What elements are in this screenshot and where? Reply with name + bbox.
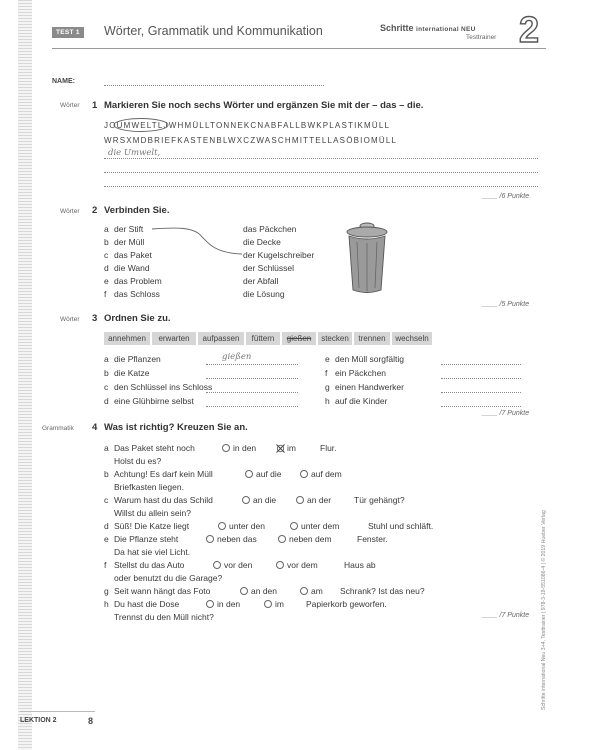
brand-title	[380, 23, 476, 33]
q2-right-item: der Kugelschreiber	[243, 250, 315, 260]
q1-example-answer: die Umwelt,	[108, 148, 161, 158]
q3-right-item: e den Müll sorgfältig	[325, 354, 404, 364]
q2-side-label: Wörter	[60, 208, 80, 215]
radio-icon	[213, 561, 221, 569]
q2-points: ____ /5 Punkte	[482, 301, 530, 308]
q4-side-label: Grammatik	[42, 425, 74, 432]
q4-option-a1[interactable]: in den	[222, 443, 256, 453]
q3-number: 3	[92, 313, 98, 324]
q3-answer-line-e[interactable]	[441, 364, 521, 365]
q1-points: ____ /6 Punkte	[482, 193, 530, 200]
radio-icon	[264, 600, 272, 608]
lesson-number: 2	[518, 9, 540, 50]
q1-letter-row-2: WRSXMDBRIEFKASTENBLWXCZWASCHMITTELLASÖBIOMÜLL	[104, 136, 398, 145]
q4-option-g1[interactable]: an den	[240, 586, 277, 596]
q3-word-box: trennen	[354, 332, 390, 345]
q3-word-box: annehmen	[104, 332, 150, 345]
q4-text-e: Fenster.	[357, 534, 388, 544]
copyright-note: Schritte international Neu 3+4, Testtrainer | 978-3-19-551086-4 | © 2019 Hueber Verlag	[541, 510, 547, 710]
radio-icon	[300, 470, 308, 478]
radio-icon	[290, 522, 298, 530]
q1-side-label: Wörter	[60, 102, 80, 109]
q4-cont-e: Da hat sie viel Licht.	[114, 547, 191, 557]
radio-icon	[276, 561, 284, 569]
q1-answer-line-3[interactable]	[104, 186, 538, 187]
q2-left-item: a der Stift	[104, 224, 144, 234]
q2-left-item: f das Schloss	[104, 289, 160, 299]
q4-cont-c: Willst du allein sein?	[114, 508, 192, 518]
q4-number: 4	[92, 422, 98, 433]
q3-word-box: stecken	[318, 332, 352, 345]
q4-option-a2[interactable]: im	[276, 443, 296, 453]
q4-text-h: Papierkorb geworfen.	[306, 599, 387, 609]
q3-word-box: erwarten	[152, 332, 196, 345]
q4-text-a: Flur.	[320, 443, 337, 453]
footer-rule	[20, 711, 95, 712]
q3-right-item: h auf die Kinder	[325, 396, 388, 406]
q2-right-item: das Päckchen	[243, 224, 297, 234]
crossed-radio-icon	[276, 444, 284, 452]
brand-small: international NEU	[416, 26, 476, 33]
q3-example-answer: gießen	[222, 352, 252, 362]
q3-right-item: g einen Handwerker	[325, 382, 404, 392]
q4-option-h2[interactable]: im	[264, 599, 284, 609]
q3-right-item: f ein Päckchen	[325, 368, 387, 378]
q3-answer-line-b[interactable]	[206, 378, 298, 379]
q3-instruction: Ordnen Sie zu.	[104, 313, 171, 324]
q2-example-connector	[150, 225, 245, 260]
q4-cont-b: Briefkasten liegen.	[114, 482, 184, 492]
margin-stripes	[18, 0, 32, 750]
q4-item-b: b Achtung! Es darf kein Müll	[104, 469, 213, 479]
q3-word-box: wechseln	[392, 332, 432, 345]
test-badge: TEST 1	[52, 27, 84, 38]
q3-answer-line-g[interactable]	[441, 392, 521, 393]
q2-number: 2	[92, 205, 98, 216]
q4-text-f: Haus ab	[344, 560, 376, 570]
q1-letter-row-1: JOUMWELTLJWHMÜLLTONNEKCNABFALLBWKPLASTIKMÜLL	[104, 121, 391, 130]
q4-option-b1[interactable]: auf die	[245, 469, 282, 479]
q3-points: ____ /7 Punkte	[482, 410, 530, 417]
q4-option-b2[interactable]: auf dem	[300, 469, 342, 479]
q4-item-a: a Das Paket steht noch	[104, 443, 195, 453]
radio-icon	[218, 522, 226, 530]
radio-icon	[222, 444, 230, 452]
q3-left-item: c den Schlüssel ins Schloss	[104, 382, 213, 392]
q4-option-f2[interactable]: vor dem	[276, 560, 318, 570]
q3-side-label: Wörter	[60, 316, 80, 323]
q2-left-item: b der Müll	[104, 237, 145, 247]
q3-answer-line-a[interactable]	[206, 364, 298, 365]
radio-icon	[242, 496, 250, 504]
q4-option-d2[interactable]: unter dem	[290, 521, 339, 531]
name-field[interactable]	[104, 85, 324, 86]
q4-option-g2[interactable]: am	[300, 586, 323, 596]
q4-cont-a: Holst du es?	[114, 456, 162, 466]
q4-option-f1[interactable]: vor den	[213, 560, 252, 570]
q4-option-h1[interactable]: in den	[206, 599, 240, 609]
q3-answer-line-h[interactable]	[441, 406, 521, 407]
radio-icon	[296, 496, 304, 504]
header-rule	[52, 48, 546, 49]
brand-subtitle: Testtrainer	[466, 34, 497, 41]
q3-left-item: a die Pflanzen	[104, 354, 161, 364]
q4-item-h: h Du hast die Dose	[104, 599, 180, 609]
q4-item-c: c Warum hast du das Schild	[104, 495, 213, 505]
q2-right-item: die Decke	[243, 237, 281, 247]
q4-text-g: Schrank? Ist das neu?	[340, 586, 425, 596]
q1-answer-line-2[interactable]	[104, 172, 538, 173]
q3-answer-line-c[interactable]	[206, 392, 298, 393]
radio-icon	[206, 600, 214, 608]
q1-answer-line-1[interactable]	[104, 158, 538, 159]
trash-can-illustration	[343, 216, 391, 296]
radio-icon	[206, 535, 214, 543]
q3-left-item: b die Katze	[104, 368, 150, 378]
name-label: NAME:	[52, 78, 75, 85]
q3-answer-line-d[interactable]	[206, 406, 298, 407]
q4-option-c1[interactable]: an die	[242, 495, 276, 505]
q4-points: ____ /7 Punkte	[482, 612, 530, 619]
q4-cont-h: Trennst du den Müll nicht?	[114, 612, 214, 622]
q1-circle-mark	[112, 117, 170, 133]
q2-instruction: Verbinden Sie.	[104, 205, 170, 216]
q4-cont-f: oder benutzt du die Garage?	[114, 573, 223, 583]
q2-left-item: e das Problem	[104, 276, 162, 286]
page-number: 8	[88, 716, 94, 726]
q4-item-d: d Süß! Die Katze liegt	[104, 521, 190, 531]
brand-main: Schritte	[380, 23, 414, 33]
radio-icon	[245, 470, 253, 478]
q2-right-item: die Lösung	[243, 289, 285, 299]
q4-text-d: Stuhl und schläft.	[368, 521, 434, 531]
q3-word-box: aufpassen	[198, 332, 244, 345]
q1-number: 1	[92, 100, 98, 111]
page-title: Wörter, Grammatik und Kommunikation	[104, 24, 323, 38]
q3-answer-line-f[interactable]	[441, 378, 521, 379]
q4-option-d1[interactable]: unter den	[218, 521, 265, 531]
q4-option-e1[interactable]: neben das	[206, 534, 257, 544]
radio-icon	[300, 587, 308, 595]
footer-lesson: LEKTION 2	[20, 717, 57, 724]
q2-right-item: der Schlüssel	[243, 263, 295, 273]
q4-item-f: f Stellst du das Auto	[104, 560, 185, 570]
q4-text-c: Tür gehängt?	[354, 495, 405, 505]
q2-left-item: d die Wand	[104, 263, 150, 273]
radio-icon	[278, 535, 286, 543]
q4-item-g: g Seit wann hängt das Foto	[104, 586, 211, 596]
radio-icon	[240, 587, 248, 595]
q4-option-c2[interactable]: an der	[296, 495, 331, 505]
q4-option-e2[interactable]: neben dem	[278, 534, 332, 544]
q2-right-item: der Abfall	[243, 276, 279, 286]
q4-instruction: Was ist richtig? Kreuzen Sie an.	[104, 422, 248, 433]
q3-word-box: füttern	[246, 332, 280, 345]
q2-left-item: c das Paket	[104, 250, 152, 260]
q3-left-item: d eine Glühbirne selbst	[104, 396, 194, 406]
q3-word-box-used: gießen	[282, 332, 316, 345]
q4-item-e: e Die Pflanze steht	[104, 534, 179, 544]
q1-instruction: Markieren Sie noch sechs Wörter und ergänzen Sie mit der – das – die.	[104, 100, 424, 111]
